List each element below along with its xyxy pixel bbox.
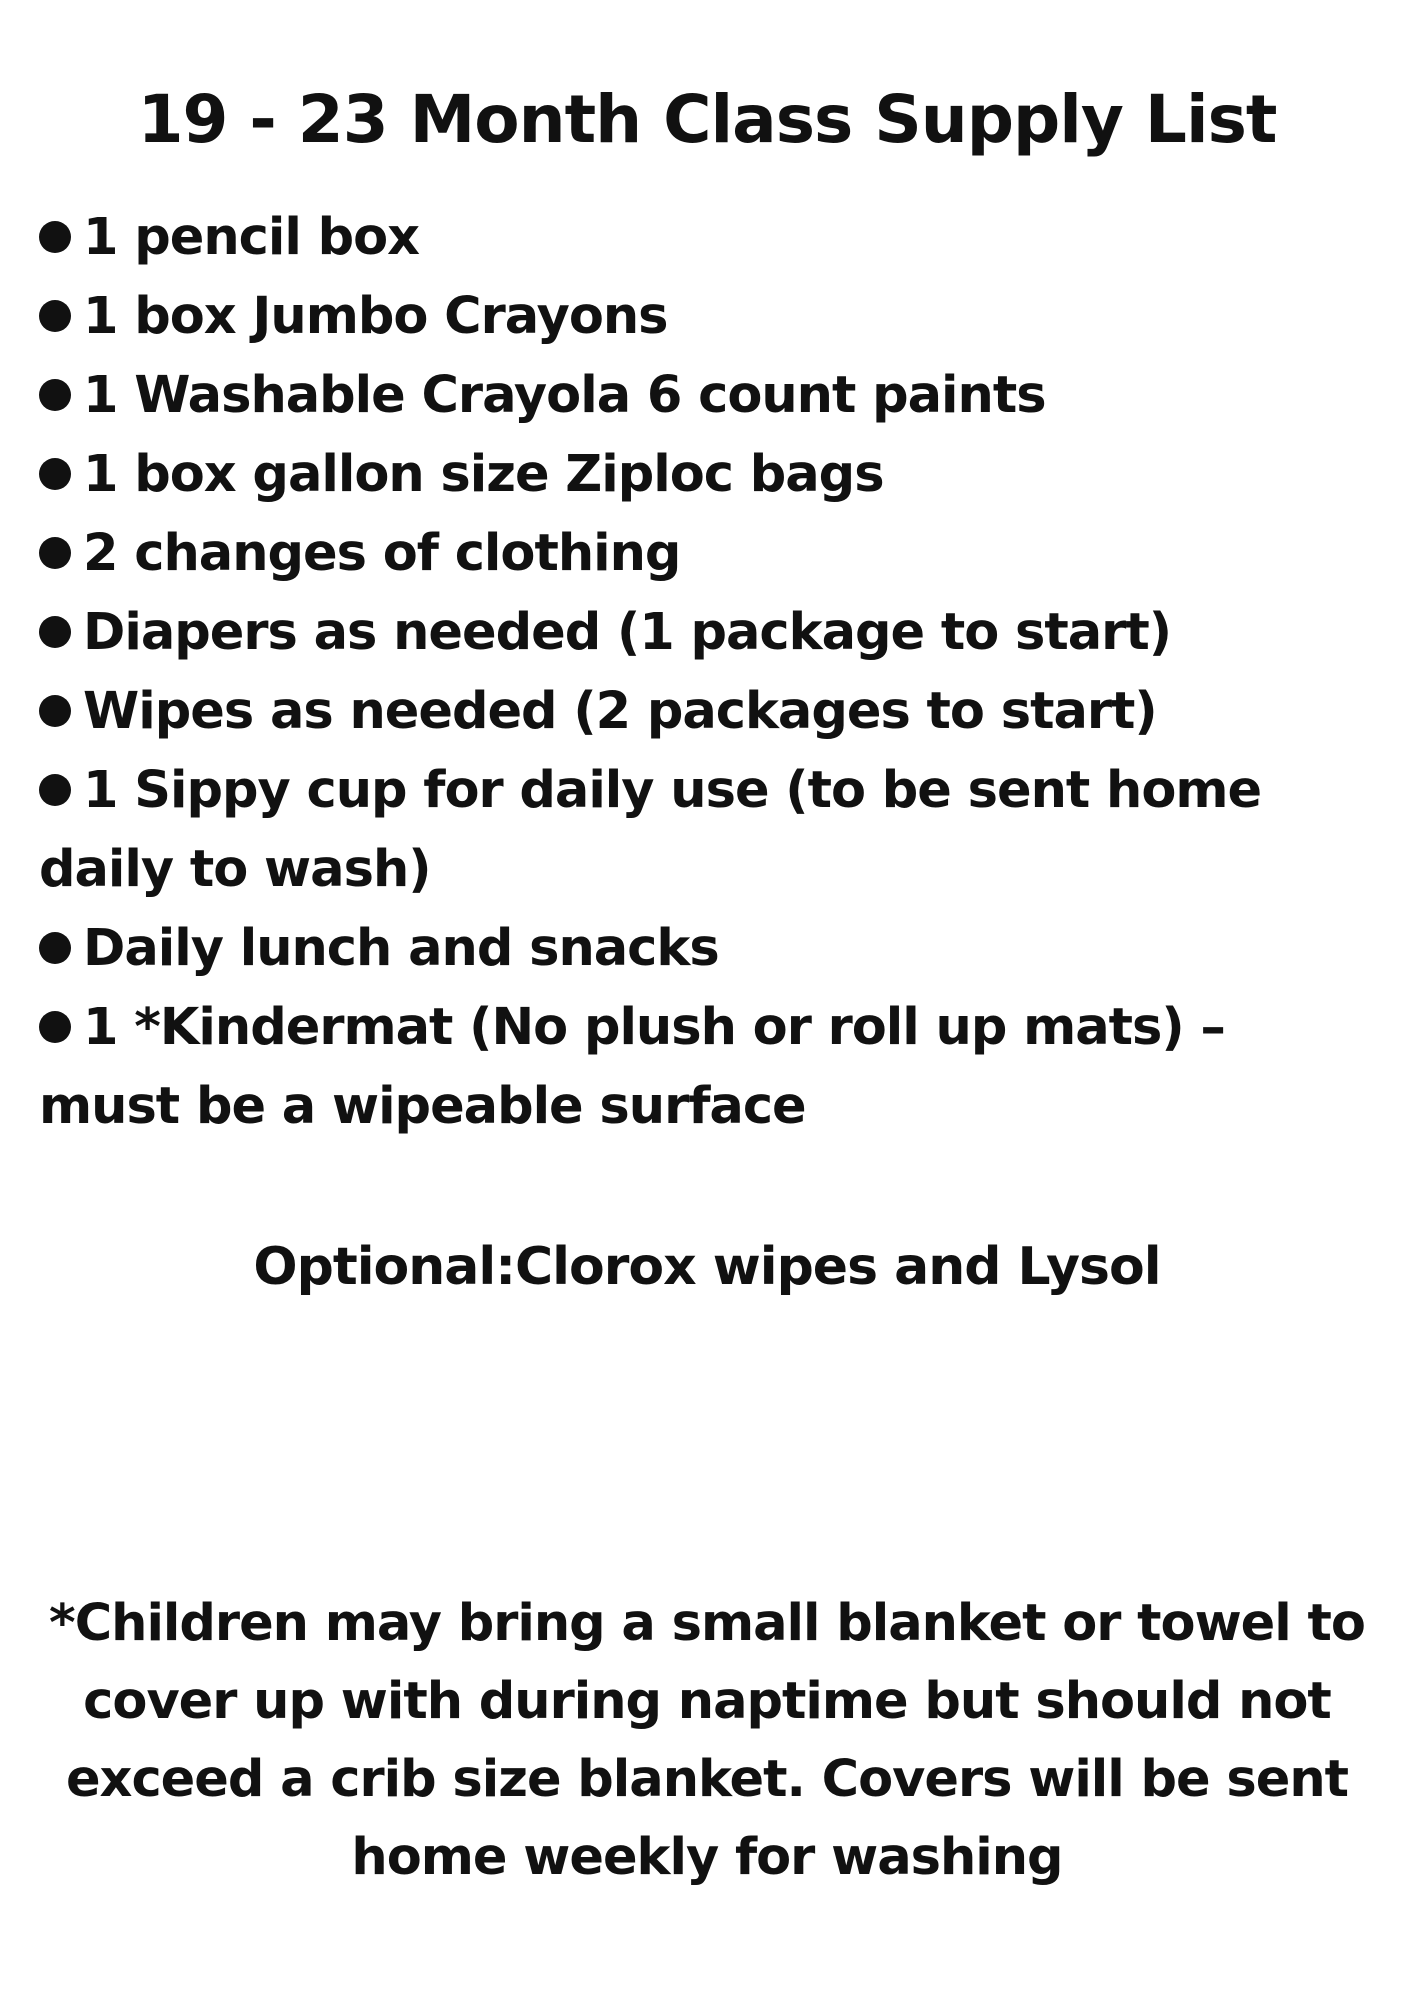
list-item <box>39 198 1379 277</box>
bullet-icon <box>39 1011 71 1043</box>
optional-note: Optional:Clorox wipes and Lysol <box>253 1237 1161 1297</box>
bullet-icon <box>39 537 71 569</box>
bullet-icon <box>39 932 71 964</box>
item-text: Diapers as needed (1 package to start) <box>83 603 1172 662</box>
bullet-icon <box>39 221 71 253</box>
list-item <box>39 593 1379 672</box>
bullet-icon <box>39 695 71 727</box>
item-text: 1 Sippy cup for daily use (to be sent home <box>83 761 1262 820</box>
list-item <box>39 514 1379 593</box>
item-text-continued: daily to wash) <box>39 840 431 899</box>
item-text: Wipes as needed (2 packages to start) <box>83 682 1157 741</box>
footnote-line: exceed a crib size blanket. Covers will be sent <box>65 1750 1349 1809</box>
item-text-continued: must be a wipeable surface <box>39 1077 806 1136</box>
list-item <box>39 672 1379 751</box>
list-item <box>39 751 1379 909</box>
bullet-icon <box>39 379 71 411</box>
list-item <box>39 435 1379 514</box>
item-text: 1 pencil box <box>83 208 420 267</box>
bullet-icon <box>39 616 71 648</box>
footnote-line: *Children may bring a small blanket or towel to <box>49 1594 1365 1653</box>
bullet-icon <box>39 774 71 806</box>
footnote-line: home weekly for washing <box>351 1828 1063 1887</box>
item-text: 2 changes of clothing <box>83 524 681 583</box>
bullet-icon <box>39 300 71 332</box>
item-text: 1 box Jumbo Crayons <box>83 287 668 346</box>
list-item <box>39 277 1379 356</box>
footnote-line: cover up with during naptime but should not <box>83 1672 1331 1731</box>
list-item <box>39 988 1379 1146</box>
bullet-icon <box>39 458 71 490</box>
list-item <box>39 356 1379 435</box>
item-text: 1 Washable Crayola 6 count paints <box>83 366 1046 425</box>
page-title: 19 - 23 Month Class Supply List <box>137 81 1277 158</box>
footnote <box>40 1585 1374 1897</box>
item-text: 1 box gallon size Ziploc bags <box>83 445 884 504</box>
supply-list <box>39 198 1379 1146</box>
item-text: Daily lunch and snacks <box>83 919 719 978</box>
item-text: 1 *Kindermat (No plush or roll up mats) – <box>83 998 1225 1057</box>
list-item <box>39 909 1379 988</box>
